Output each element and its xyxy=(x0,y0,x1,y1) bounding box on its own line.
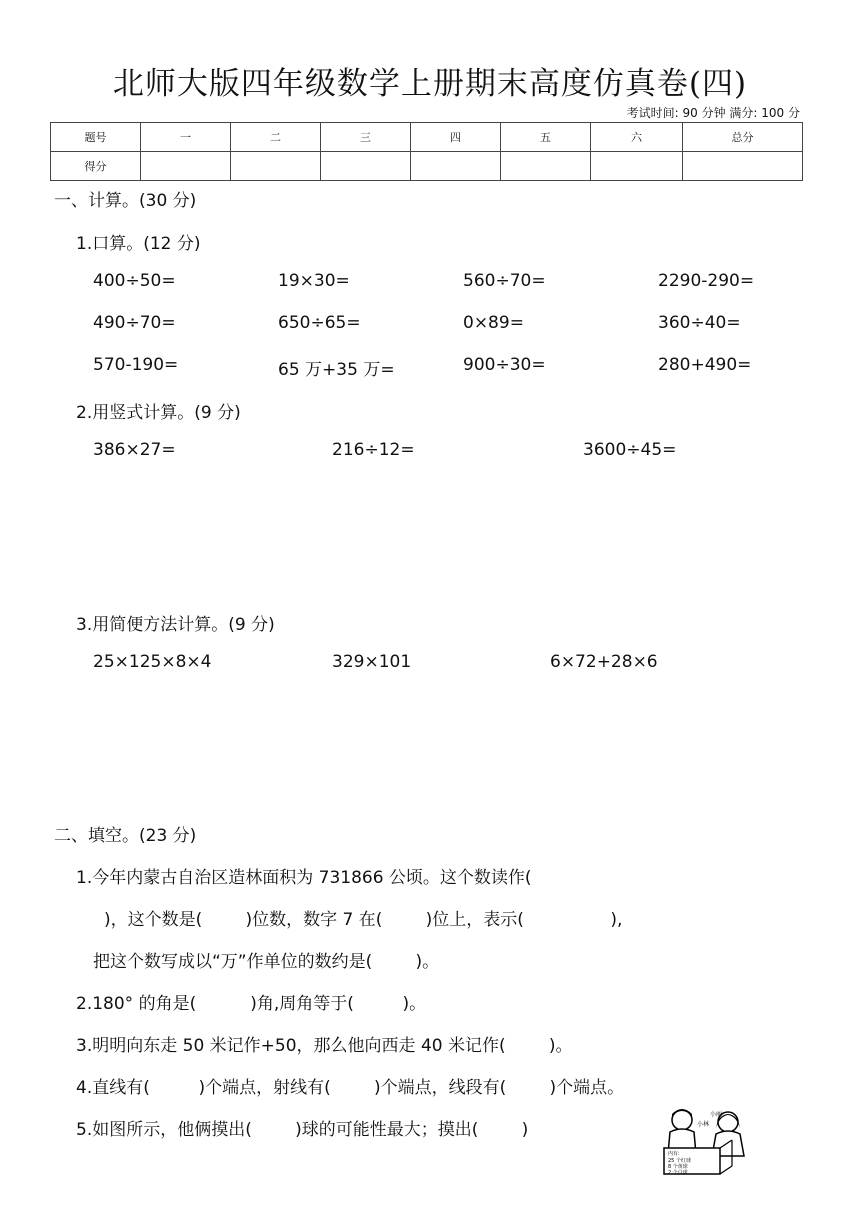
fill-q3: 3.明明向东走 50 米记作+50，那么他向西走 40 米记作( )。 xyxy=(76,1036,573,1056)
fill-q2: 2.180° 的角是( )角,周角等于( )。 xyxy=(76,994,427,1014)
score-header-cell: 题号 xyxy=(51,123,141,152)
box-title: 内有: xyxy=(668,1151,680,1157)
score-header-cell: 二 xyxy=(231,123,321,152)
oral-item: 65 万+35 万= xyxy=(278,360,395,380)
fill-q1-line3: 把这个数写成以“万”作单位的数约是( )。 xyxy=(93,952,440,972)
score-cell[interactable] xyxy=(321,152,411,181)
vertical-calc-item: 3600÷45= xyxy=(583,440,677,460)
children-illustration xyxy=(662,1106,752,1176)
vertical-calc-item: 386×27= xyxy=(93,440,176,460)
q1-label: 1.口算。(12 分) xyxy=(76,234,201,254)
score-row-label: 得分 xyxy=(51,152,141,181)
score-header-cell: 六 xyxy=(591,123,683,152)
section2-heading: 二、填空。(23 分) xyxy=(54,826,197,846)
fill-q1-line1: 1.今年内蒙古自治区造林面积为 731866 公顷。这个数读作( xyxy=(76,868,532,888)
oral-item: 0×89= xyxy=(463,313,524,333)
score-header-cell: 一 xyxy=(141,123,231,152)
oral-item: 570-190= xyxy=(93,355,179,375)
simplify-item: 6×72+28×6 xyxy=(550,652,658,672)
oral-item: 19×30= xyxy=(278,271,350,291)
score-table-score-row xyxy=(51,152,803,181)
fill-q4: 4.直线有( )个端点，射线有( )个端点，线段有( )个端点。 xyxy=(76,1078,625,1098)
q3-label: 3.用简便方法计算。(9 分) xyxy=(76,615,275,635)
exam-info: 考试时间: 90 分钟 满分: 100 分 xyxy=(626,106,800,120)
fill-q1-line2: )，这个数是( )位数，数字 7 在( )位上，表示( ), xyxy=(104,910,623,930)
oral-item: 400÷50= xyxy=(93,271,176,291)
simplify-item: 329×101 xyxy=(332,652,412,672)
score-cell[interactable] xyxy=(591,152,683,181)
name-tag-left: 小林 xyxy=(697,1121,710,1128)
score-cell[interactable] xyxy=(141,152,231,181)
score-table-header-row xyxy=(51,123,803,152)
oral-item: 280+490= xyxy=(658,355,752,375)
score-cell[interactable] xyxy=(683,152,803,181)
box-item: 2 个白球 xyxy=(668,1170,688,1176)
score-cell[interactable] xyxy=(411,152,501,181)
oral-item: 490÷70= xyxy=(93,313,176,333)
box-item: 25 个红球 xyxy=(668,1158,691,1164)
fill-q5: 5.如图所示，他俩摸出( )球的可能性最大；摸出( ) xyxy=(76,1120,529,1140)
section1-heading: 一、计算。(30 分) xyxy=(54,191,197,211)
oral-item: 560÷70= xyxy=(463,271,546,291)
oral-item: 650÷65= xyxy=(278,313,361,333)
simplify-item: 25×125×8×4 xyxy=(93,652,212,672)
score-header-cell: 总分 xyxy=(683,123,803,152)
box-item: 8 个黄球 xyxy=(668,1164,688,1170)
q2-label: 2.用竖式计算。(9 分) xyxy=(76,403,241,423)
oral-item: 360÷40= xyxy=(658,313,741,333)
score-table xyxy=(50,122,803,181)
score-cell[interactable] xyxy=(231,152,321,181)
oral-item: 900÷30= xyxy=(463,355,546,375)
score-header-cell: 三 xyxy=(321,123,411,152)
score-cell[interactable] xyxy=(501,152,591,181)
vertical-calc-item: 216÷12= xyxy=(332,440,415,460)
oral-item: 2290-290= xyxy=(658,271,755,291)
score-header-cell: 四 xyxy=(411,123,501,152)
score-header-cell: 五 xyxy=(501,123,591,152)
name-tag-right: 小丽 xyxy=(710,1111,723,1118)
exam-title: 北师大版四年级数学上册期末高度仿真卷(四) xyxy=(112,66,748,102)
